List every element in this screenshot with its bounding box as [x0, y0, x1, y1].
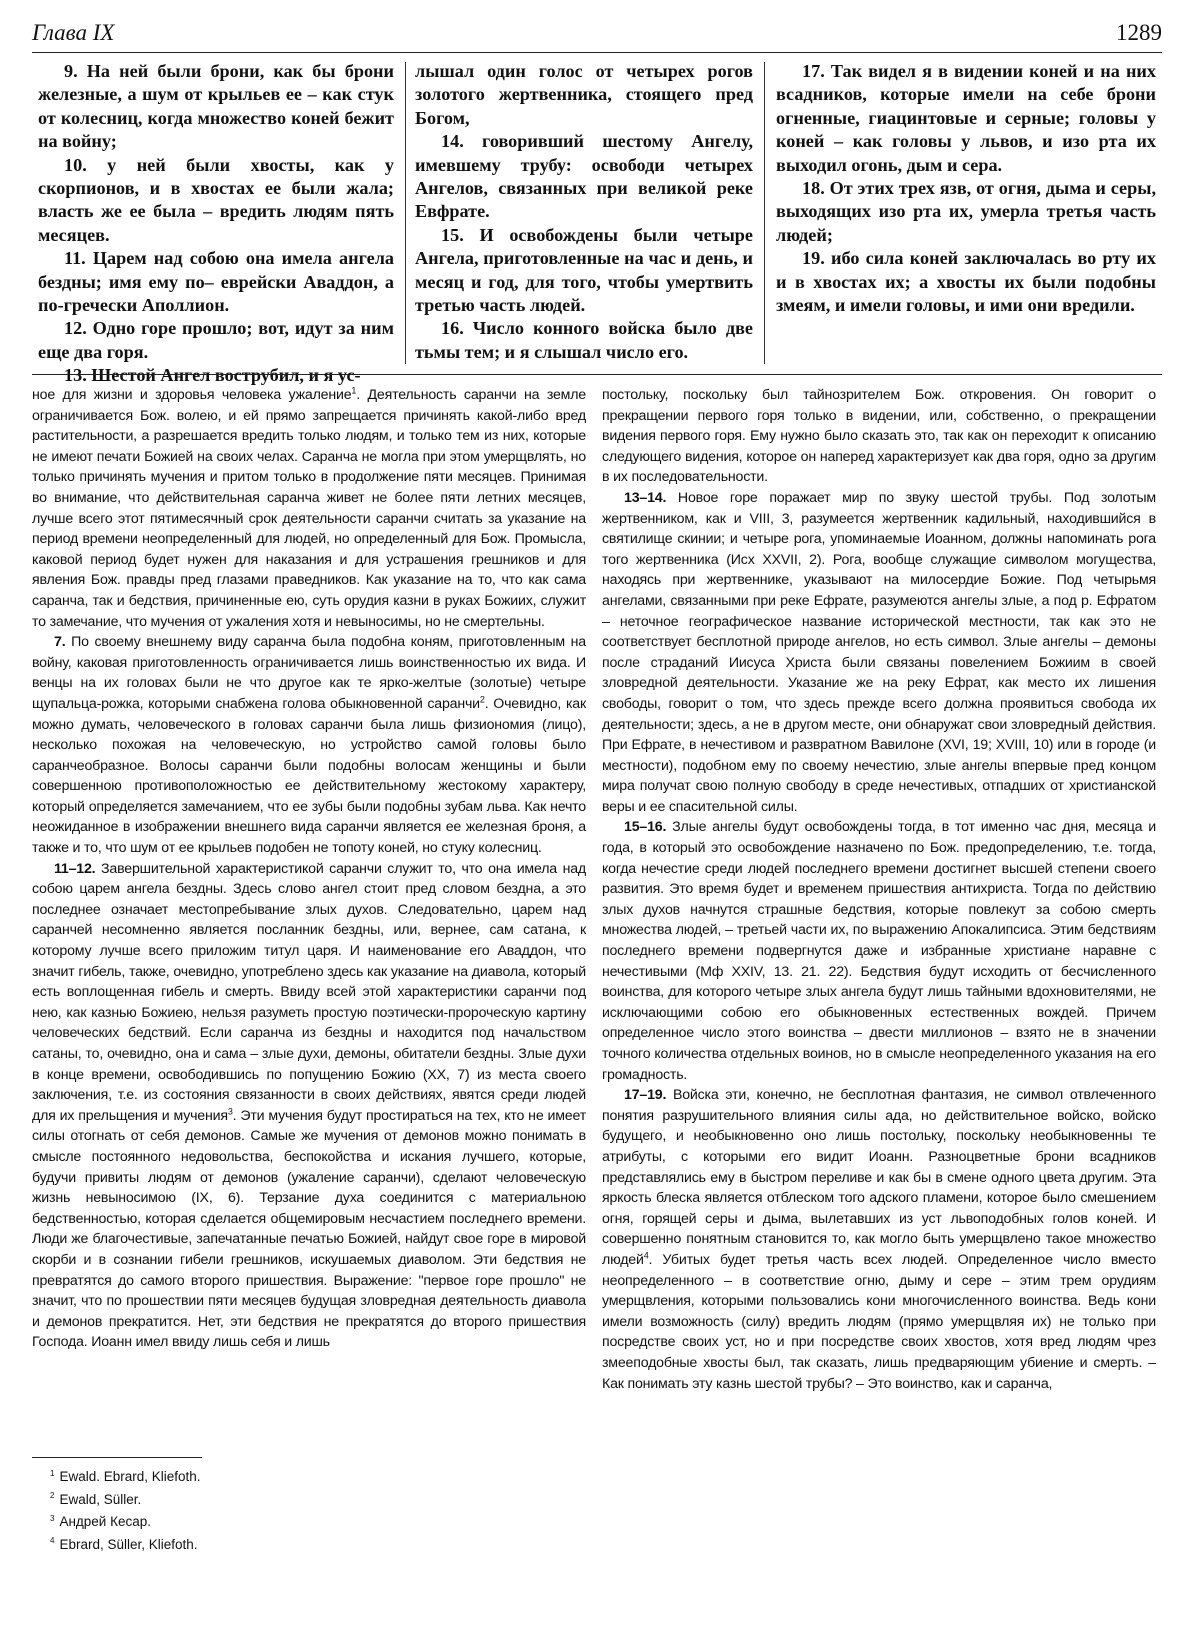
header-rule [32, 52, 1162, 53]
verse-11: 11. Царем над собою она имела ангела бездны; имя ему по– еврейски Аваддон, а по-гречески Аполлион. [38, 248, 394, 316]
verse-14: 14. говоривший шестому Ангелу, имевшему трубу: освободи четырех Ангелов, связанных при великой реке Евфрате. [415, 131, 753, 222]
verse-16: 16. Число конного войска было две тьмы тем; и я слышал число его. [415, 318, 753, 362]
running-head [32, 20, 1162, 54]
verse-10: 10. у ней были хвосты, как у скорпионов, и в хвостах ее были жала; власть же ее была – вредить людям пять месяцев. [38, 154, 394, 245]
verse-12: 12. Одно горе прошло; вот, идут за ним еще два горя. [38, 318, 394, 362]
commentary-paragraph: 13–14. Новое горе поражает мир по звуку шестой трубы. Под золотым жертвенником, как и VIII, 3, разумеется жертвенник кадильный, находившийся в святилище скинии; и четыре рога, упоминаемые Иоанном, должны напоминать рога того жертвенника (Исх XXVII, 2). Рога, вообще служащие символом могущества, находясь при жертвеннике, указывают на милосердие Божие. Под четырьмя ангелами, связанными при реке Ефрате, разумеются ангелы злые, а под р. Ефратом – неточное географическое название исторической местности, так как это не соответствует бесплотной природе ангелов, но есть символ. Злые ангелы – демоны после страданий Иисуса Христа были связаны повелением Божиим в своей зловредной деятельности. Указание же на реку Ефрат, как место их лишения свободы, говорит о том, что здесь прежде всего должна проявиться свобода их деятельности; здесь, а не в другом месте, они обнаружат свои зловредный действия. При Ефрате, в нечестивом и развратном Вавилоне (XVI, 19; XVIII, 10) или в городе (и местности), подобном ему по своему нечестию, злые ангелы впервые пред концом мира получат свою полную свободу в среде нечестивых, отпадших от христианской веры и ее спасительной силы. [602, 489, 1156, 815]
commentary-paragraph: ное для жизни и здоровья человека ужаление$^1$. Деятельность саранчи на земле ограничивается Бож. волею, и ей прямо запрещается причинять какой-либо вред растительности, а разрешается вредить только людям, и только тем из них, которые не имеют печати Божией на своих челах. Саранча не могла при этом умерщвлять, но только причинять мучения и притом только в продолжение пяти месяцев. Принимая во внимание, что действительная саранча живет не более пяти летних месяцев, лучше всего этот пятимесячный срок деятельности саранчи считать за указание на период времени неопределенный для людей, но определенный для Бож. Промысла, каковой период будет нужен для наказания и для устрашения грешников и для явления Бож. правды пред глазами праведников. Как указание на то, что как сама саранча, так и бедствия, причиненные ею, суть орудия казни в руках Божиих, служит то замечание, что мучения от ужаления хотя и невыносимы, но не смертельны. [32, 385, 586, 630]
commentary-paragraph: 11–12. Завершительной характеристикой саранчи служит то, что она имела над собою царем ангела бездны. Здесь слово ангел стоит пред словом бездна, а это последнее означает местопребывание злых духов. Следовательно, царем над саранчей несомненно является посланник бездны, или, вернее, сам сатана, к которому лучше всего приложим титул царя. И наименование его Аваддон, что значит гибель, также, очевидно, употреблено здесь как указание на диавола, который есть воплощенная гибель и смерть. Ввиду всей этой характеристики саранчи под нею, как казнью Божиею, нельзя разуметь простую поэтически-пророческую картину человеческих бедствий. Если саранча из бездны и находится под начальством сатаны, то, очевидно, она и сама – злые духи, демоны, обитатели бездны. Злые духи в конце времени, освободившись по попущению Божию (XX, 7) из места своего заключения, т.е. из состояния связанности в своих действиях, явятся среди людей для их прельщения и мучения$^3$. Эти мучения будут простираться на тех, кто не имеет силы отогнать от себя демонов. Самые же мучения от демонов можно понимать в смысле постоянного недовольства, беспокойства и искания лучшего, которые, будучи привиты людям от демонов (ужаление саранчи), сделают человеческую жизнь невыносимою (IX, 6). Терзание духа соединится с материальною бедственностью, которая сделается общемировым несчастием последнего времени. Люди же благочестивые, запечатанные печатью Божией, найдут свое горе в мировой скорби и в сознании гибели грешников, искушаемых диаволом. Эти бедствия не превратятся до самого второго пришествия. Выражение: "первое горе прошло" не значит, что по прошествии пяти месяцев будущая зловредная деятельность диавола и демонов прекратится. Нет, эти бедствия не прекратятся до второго пришествия Господа. Иоанн имел ввиду лишь себя и лишь [32, 860, 586, 1351]
footnote: $^2$ Ewald, Süller. [50, 1491, 142, 1507]
verse-13-continued: лышал один голос от четырех рогов золотого жертвенника, стоящего пред Богом, [415, 61, 753, 128]
page-number: 1289 [1116, 20, 1162, 45]
verse-9: 9. На ней были брони, как бы брони железные, а шум от крыльев ее – как стук от колесниц, когда множество коней бежит на войну; [38, 61, 394, 152]
verse-ref: 11–12. [54, 860, 96, 877]
footnotes [50, 1466, 201, 1556]
footnote-ref: 3 [227, 1106, 233, 1117]
verse-ref: 15–16. [624, 819, 667, 836]
verse-ref: 13–14. [624, 489, 667, 506]
chapter-title: Глава IX [32, 20, 115, 45]
scripture-column-3 [776, 60, 1156, 370]
verse-15: 15. И освобождены были четыре Ангела, приготовленные на час и день, и месяц и год, для того, чтобы умертвить третью часть людей. [415, 224, 753, 316]
scripture-rule [32, 374, 1162, 375]
footnote: $^4$ Ebrard, Süller, Kliefoth. [50, 1536, 198, 1552]
verse-18: 18. От этих трех язв, от огня, дыма и серы, выходящих изо рта их, умерла третья часть людей; [776, 178, 1156, 245]
verse-17: 17. Так видел я в видении коней и на них всадников, которые имели на себе брони огненные, гиацинтовые и серные; головы у коней – как головы у львов, и изо рта их выходил огонь, дым и сера. [776, 61, 1156, 175]
commentary-left-column [32, 385, 586, 1353]
commentary-paragraph: постольку, поскольку был тайнозрителем Бож. откровения. Он говорит о прекращении первого горя только в видении, или, собственно, о прекращении видения первого горя. Ему нужно было сказать это, так как он переходит к описанию следующего видения, которое он наперед характеризует как два горя, одно за другим в их последовательности. [602, 387, 1156, 486]
scripture-column-1 [38, 60, 394, 386]
verse-ref: 7. [54, 634, 66, 651]
scripture-column-2 [415, 60, 753, 370]
verse-ref: 17–19. [624, 1087, 667, 1104]
footnote-rule [32, 1457, 202, 1458]
footnote: $^1$ Ewald. Ebrard, Kliefoth. [50, 1468, 201, 1484]
footnote-ref: 1 [351, 385, 357, 396]
commentary-paragraph: 7. По своему внешнему виду саранча была подобна коням, приготовленным на войну, каковая приготовленность ограничивается лишь воинственностью их вида. И венцы на их головах были не что другое как те ярко-желтые (золотые) четыре щупальца-рожка, которыми снабжена голова обыкновенной саранчи$^2$. Очевидно, как можно думать, человеческого в головах саранчи была лишь физиономия (лицо), несколько похожая на человеческую, но устройство самой головы было саранчеобразное. Волосы саранчи были подобны волосам женщины и были совершенною противоположностью ее действительному жестокому характеру, который определяется замечанием, что ее зубы были подобны зубам льва. Как нечто неожиданное в изображении внешнего вида саранчи является ее железная броня, а также и то, что шум от ее крыльев подобен не топоту коней, но стуку колесниц. [32, 634, 586, 857]
footnote: $^3$ Андрей Кесар. [50, 1513, 151, 1529]
verse-13: 13. Шестой Ангел вострубил, и я ус- [64, 365, 361, 386]
footnote-ref: 4 [643, 1250, 649, 1261]
footnote-ref: 2 [479, 694, 485, 705]
column-divider [405, 62, 406, 364]
commentary-paragraph: 15–16. Злые ангелы будут освобождены тогда, в тот именно час дня, месяца и года, в который это освобождение назначено по Бож. предопределению, т.е. тогда, когда нечестие среди людей последнего времени достигнет высшей степени своего развития. Это время будет и временем пришествия антихриста. Тогда по действию злых духов начнутся страшные бедствия, которые повлекут за собою смерть множества людей, – третьей части их, по выражению Апокалипсиса. Этим бедствиям последнего времени подвергнутся даже и избранные христиане наравне с нечестивыми (Мф XXIV, 13. 21. 22). Бедствия будут исходить от бесчисленного воинства, для которого четыре злых ангела будут лишь тайными вдохновителями, не исключающими собою его обыкновенных естественных вождей. Причем определенное число этого воинства – двести миллионов – взято не в значении точного количества отдельных воинов, но в смысле неопределенного указания на его громадность. [602, 819, 1156, 1083]
commentary-paragraph: 17–19. Войска эти, конечно, не бесплотная фантазия, не символ отвлеченного понятия разрушительного влияния силы ада, но действительное войско, войско будущего, и необыкновенно оно лишь постольку, поскольку необыкновенны те атрибуты, с которыми его видит Иоанн. Разноцветные брони всадников представлялись ему в быстром переливе и как бы в смене одного цвета другим. Эта яркость блеска является отблеском того адского пламени, которое было смешением огня, горящей серы и дыма, вылетавших из уст львоподобных голов коней. И совершенно понятным становится то, как могло быть умерщвлено такое множество людей$^4$. Убитых будет третья часть всех людей. Определенное число вместо неопределенного – в соответствие огню, дыму и сере – этим трем орудиям умерщвления, которыми пользовались кони многочисленного воинства. Ведь кони имели возможность (силу) вредить людям (прямо умерщвляя их) не только при посредстве своих уст, но и при посредстве своих хвостов, хотя вред людям чрез змееподобные хвосты был, так сказать, лишь предваряющим убиение и смерть. – Как понимать эту казнь шестой трубы? – Это воинство, как и саранча, [602, 1087, 1156, 1392]
commentary-right-column [602, 385, 1156, 1394]
column-divider [764, 62, 765, 364]
verse-19: 19. ибо сила коней заключалась во рту их и в хвостах их; а хвосты их были подобны змеям, и имели головы, и ими они вредили. [776, 248, 1156, 316]
